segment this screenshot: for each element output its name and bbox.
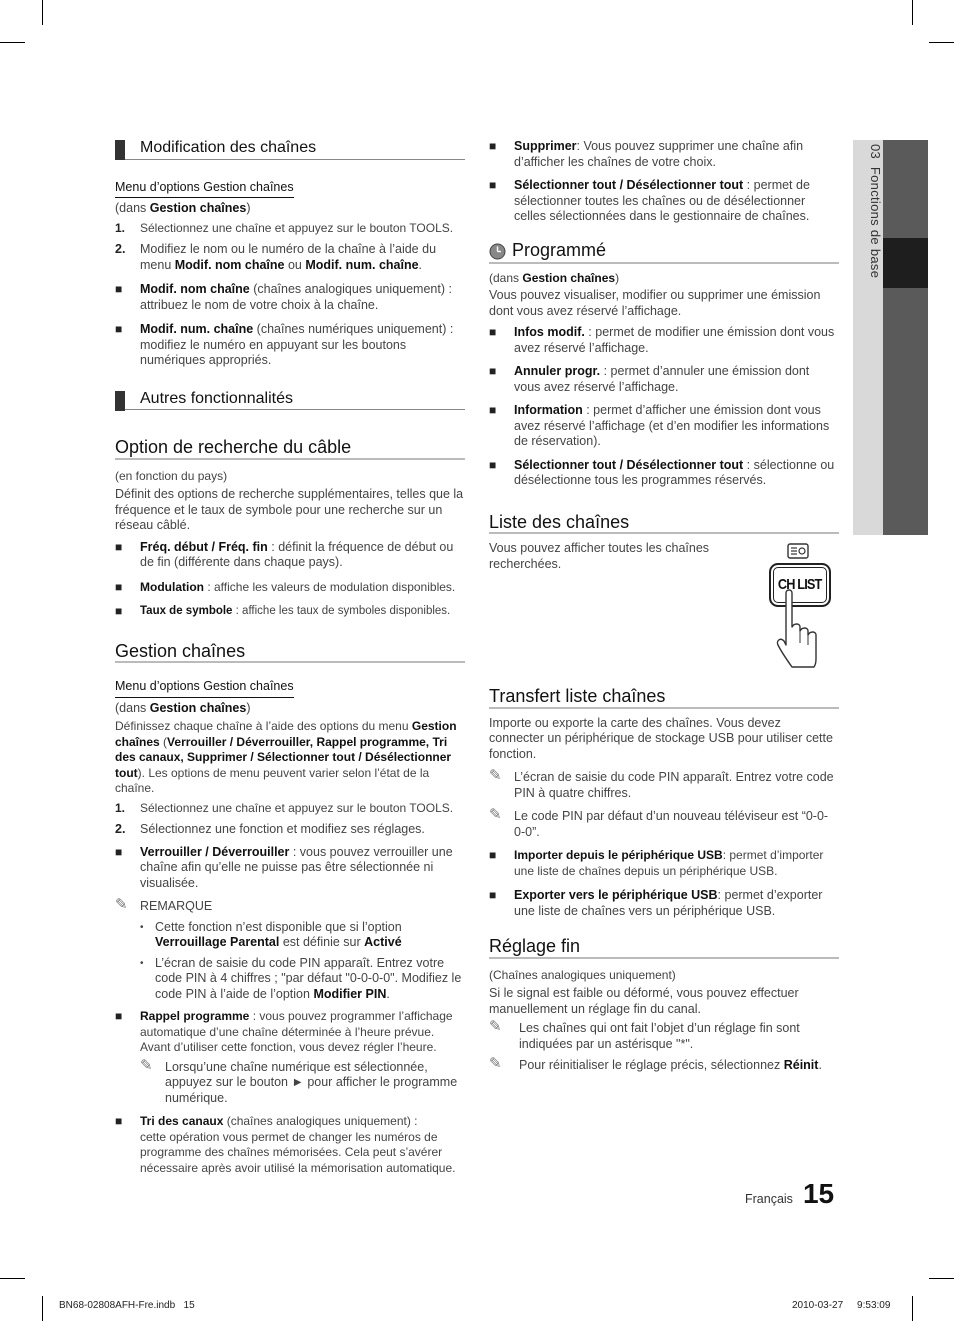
reglage-context: (Chaînes analogiques uniquement) <box>489 967 676 982</box>
pointing-hand-icon <box>774 589 834 669</box>
crop-mark <box>929 1278 954 1279</box>
left-column <box>115 140 465 1176</box>
reglage-description: Si le signal est faible ou déformé, vous pouvez effectuer manuellement un réglage fin du canal. <box>489 986 799 1016</box>
step-1: 1. Sélectionnez une chaîne et appuyez sur le bouton TOOLS. <box>115 800 454 815</box>
bullet-taux-symbole: ■ Taux de symbole : affiche les taux de symboles disponibles. <box>115 604 451 618</box>
option-description: Définit des options de recherche supplémentaires, telles que la fréquence et le taux de symbole pour une recherche sur un réseau câblé. <box>115 487 464 532</box>
liste-block <box>489 541 839 671</box>
bullet-modif-nom: ■ Modif. nom chaîne (chaînes analogiques uniquement) : attribuez le nom de votre choix à la chaîne. <box>115 282 452 312</box>
pencil-icon: ✎ <box>489 1018 502 1035</box>
autres-heading: Autres fonctionnalités <box>115 391 465 411</box>
option-context: (en fonction du pays) <box>115 468 228 483</box>
remarque-heading: ✎ REMARQUE <box>115 896 213 913</box>
crop-mark <box>912 1296 913 1321</box>
bullet-frequence: ■ Fréq. début / Fréq. fin : définit la fréquence de début ou de fin (différente dans chaque pays). <box>115 539 454 569</box>
chapter-title: Fonctions de base <box>868 166 883 279</box>
bullet-tri: ■ Tri des canaux (chaînes analogiques uniquement) : cette opération vous permet de changer les numéros de programme des chaînes mémorisées. Cela peut s’avérer nécessaire après avoir utilisé la mémorisation automatique. <box>115 1114 456 1175</box>
crop-mark <box>929 42 954 43</box>
language-label: Français <box>745 1192 793 1206</box>
chapter-number: 03 <box>868 144 883 160</box>
bullet-information: ■ Information : permet d’afficher une émission dont vous avez réservé l’affichage (et d’en modifier les informations de réservation). <box>489 403 830 448</box>
liste-heading: Liste des chaînes <box>489 515 839 535</box>
option-heading: Option de recherche du câble <box>115 440 465 460</box>
pencil-icon: ✎ <box>489 1055 502 1072</box>
liste-description: Vous pouvez afficher toutes les chaînes recherchées. <box>489 541 710 571</box>
print-file-info: BN68-02808AFH-Fre.indb 15 <box>59 1300 195 1311</box>
bullet-infos-modif: ■ Infos modif. : permet de modifier une émission dont vous avez réservé l’affichage. <box>489 325 835 355</box>
clock-icon <box>489 243 506 260</box>
bullet-selectionner-tout: ■ Sélectionner tout / Désélectionner tout : permet de sélectionner toutes les chaînes ou de désélectionner celles sélectionnées dans le gestionnaire de chaînes. <box>489 178 810 223</box>
reglage-note: ✎ Pour réinitialiser le réglage précis, sélectionnez Réinit. <box>489 1055 822 1072</box>
context-line: (dans Gestion chaînes) <box>115 700 251 715</box>
bullet-supprimer: ■ Supprimer: Vous pouvez supprimer une chaîne afin d’afficher les chaînes de votre choix. <box>489 139 804 169</box>
bullet-verrouiller: ■ Verrouiller / Déverrouiller : vous pouvez verrouiller une chaîne afin qu’elle ne puisse pas être sélectionnée ni visualisée. <box>115 844 453 890</box>
bullet-importer: ■ Importer depuis le périphérique USB: permet d’importer une liste de chaînes depuis un périphérique USB. <box>489 848 824 878</box>
bullet-modif-num: ■ Modif. num. chaîne (chaînes numériques uniquement) : modifiez le numéro en appuyant sur les boutons numériques appropriés. <box>115 322 454 367</box>
remarque-item: • L’écran de saisie du code PIN apparaît. Entrez votre code PIN à 4 chiffres ; "par défaut "0-0-0-0". Modifiez le code PIN à l’aide de l’option Modifier PIN. <box>140 955 462 1001</box>
transfert-note: ✎ L’écran de saisie du code PIN apparaît. Entrez votre code PIN à quatre chiffres. <box>489 767 834 800</box>
menu-label: Menu d’options Gestion chaînes <box>115 180 294 199</box>
right-column <box>489 139 839 1074</box>
chapter-tab-marker <box>883 238 928 288</box>
remote-menu-icon <box>787 543 809 559</box>
reglage-note: ✎ Les chaînes qui ont fait l’objet d’un réglage fin sont indiquées par un astérisque "*". <box>489 1018 800 1051</box>
remarque-list <box>115 920 465 1003</box>
crop-mark <box>42 0 43 25</box>
pencil-icon: ✎ <box>140 1056 153 1074</box>
crop-mark <box>912 0 913 25</box>
menu-label: Menu d’options Gestion chaînes <box>115 679 294 698</box>
remarque-item: • Cette fonction n’est disponible que si l’option Verrouillage Parental est définie sur Activé <box>140 919 402 949</box>
gestion-description: Définissez chaque chaîne à l’aide des options du menu Gestion chaînes (Verrouiller / Déverrouiller, Rappel programme, Tri des canaux, Supprimer / Sélectionner tout / Désélectionner tout). Les options de menu peuvent varier selon l’état de la chaîne. <box>115 719 457 795</box>
context-line: (dans Gestion chaînes) <box>115 201 251 215</box>
chapter-tab-strip <box>883 140 928 535</box>
bullet-annuler-progr: ■ Annuler progr. : permet d’annuler une émission dont vous avez réservé l’affichage. <box>489 364 810 394</box>
bullet-modulation: ■ Modulation : affiche les valeurs de modulation disponibles. <box>115 579 456 594</box>
modification-heading: Modification des chaînes <box>115 140 465 160</box>
context-line: (dans Gestion chaînes) <box>489 270 620 285</box>
chapter-tab-label <box>868 144 883 278</box>
transfert-heading: Transfert liste chaînes <box>489 689 839 709</box>
page-footer <box>745 1178 834 1210</box>
step-2: 2. Modifiez le nom ou le numéro de la chaîne à l’aide du menu Modif. nom chaîne ou Modif. num. chaîne. <box>115 242 437 272</box>
programme-heading: Programmé <box>489 243 839 264</box>
crop-mark <box>42 1296 43 1321</box>
bullet-exporter: ■ Exporter vers le périphérique USB: permet d’exporter une liste de chaînes vers un périphérique USB. <box>489 888 823 918</box>
step-1: 1. Sélectionnez une chaîne et appuyez sur le bouton TOOLS. <box>115 220 454 235</box>
transfert-note: ✎ Le code PIN par défaut d’un nouveau téléviseur est “0-0-0-0”. <box>489 806 829 839</box>
bullet-rappel: ■ Rappel programme : vous pouvez programmer l’affichage automatique d’une chaîne déterminée à l’heure prévue. Avant d’utiliser cette fonction, vous devez régler l’heure. <box>115 1009 453 1054</box>
page-number: 15 <box>802 1178 835 1209</box>
transfert-description: Importe ou exporte la carte des chaînes. Vous devez connecter un périphérique de stockage USB pour utiliser cette fonction. <box>489 715 833 761</box>
print-timestamp: 2010-03-27 9:53:09 <box>792 1300 891 1311</box>
rappel-note: ✎ Lorsqu’une chaîne numérique est sélectionnée, appuyez sur le bouton ► pour afficher le programme numérique. <box>140 1056 458 1105</box>
pencil-icon: ✎ <box>489 806 502 823</box>
step-2: 2. Sélectionnez une fonction et modifiez ses réglages. <box>115 822 425 836</box>
gestion-heading: Gestion chaînes <box>115 644 465 664</box>
crop-mark <box>0 1278 25 1279</box>
pencil-icon: ✎ <box>489 767 502 784</box>
pencil-icon: ✎ <box>115 896 128 913</box>
programme-description: Vous pouvez visualiser, modifier ou supprimer une émission dont vous avez réservé l’affichage. <box>489 288 821 318</box>
crop-mark <box>0 42 25 43</box>
reglage-heading: Réglage fin <box>489 939 839 959</box>
bullet-selectionner-tout-prog: ■ Sélectionner tout / Désélectionner tout : sélectionne ou désélectionne tous les programmes réservés. <box>489 457 835 487</box>
ch-list-label: CH LIST <box>778 576 822 594</box>
